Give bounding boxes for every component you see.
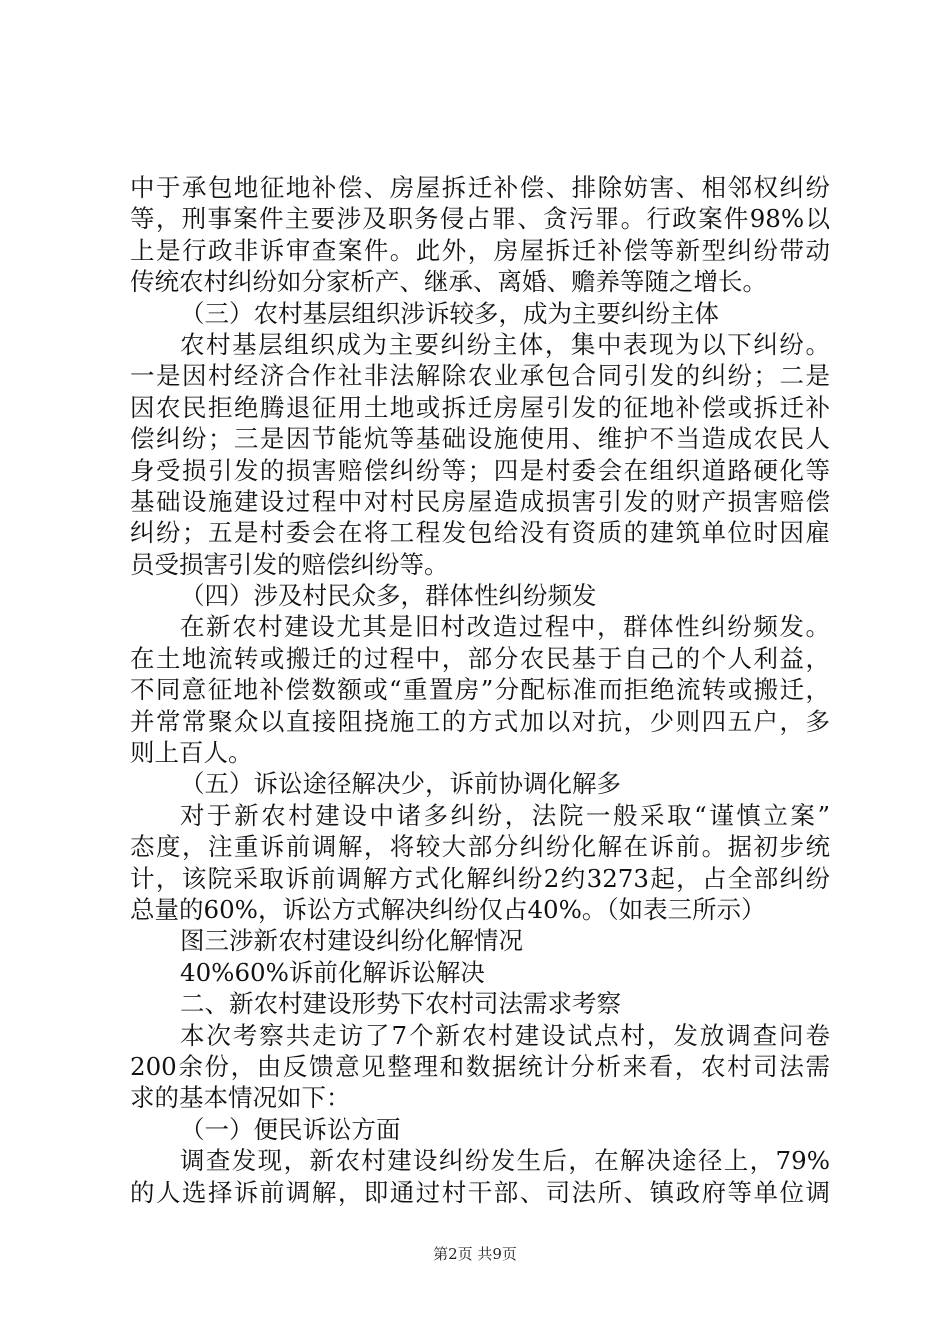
text-line-24: 总量的60%，诉讼方式解决纠纷仅占40%。（如表三所示） [130, 894, 766, 924]
text-line-21: 对于新农村建设中诸多纠纷，法院一般采取“谨慎立案” [180, 800, 830, 830]
text-line-15: 在新农村建设尤其是旧村改造过程中，群体性纠纷频发。 [180, 612, 830, 642]
text-line-23: 计，该院采取诉前调解方式化解纠纷2约3273起，占全部纠纷 [130, 863, 830, 893]
section-heading-4: （四）涉及村民众多，群体性纠纷频发 [180, 581, 597, 611]
text-line-16: 在土地流转或搬迁的过程中，部分农民基于自己的个人利益， [130, 643, 830, 673]
text-line-22: 态度，注重诉前调解，将较大部分纠纷化解在诉前。据初步统 [130, 832, 830, 862]
document-body [130, 172, 830, 1208]
text-line-28: 本次考察共走访了7个新农村建设试点村，发放调查问卷 [180, 1020, 830, 1050]
subsection-heading-1: （一）便民诉讼方面 [180, 1114, 401, 1144]
text-line-12: 纠纷；五是村委会在将工程发包给没有资质的建筑单位时因雇 [130, 518, 830, 548]
text-line-9: 偿纠纷；三是因节能炕等基础设施使用、维护不当造成农民人 [130, 424, 830, 454]
text-line-11: 基础设施建设过程中对村民房屋造成损害引发的财产损害赔偿 [130, 486, 830, 516]
chapter-heading-2: 二、新农村建设形势下农村司法需求考察 [180, 989, 621, 1019]
text-line-4: 传统农村纠纷如分家析产、继承、离婚、赡养等随之增长。 [130, 267, 767, 297]
text-line-29: 200余份，由反馈意见整理和数据统计分析来看，农村司法需 [130, 1051, 830, 1081]
text-line-1: 中于承包地征地补偿、房屋拆迁补偿、排除妨害、相邻权纠纷 [130, 173, 830, 202]
text-line-10: 身受损引发的损害赔偿纠纷等；四是村委会在组织道路硬化等 [130, 455, 830, 485]
text-line-2: 等，刑事案件主要涉及职务侵占罪、贪污罪。行政案件98%以 [130, 204, 830, 234]
section-heading-3: （三）农村基层组织涉诉较多，成为主要纠纷主体 [180, 298, 719, 328]
text-line-17: 不同意征地补偿数额或“重置房”分配标准而拒绝流转或搬迁， [130, 675, 830, 705]
text-line-30: 求的基本情况如下： [130, 1083, 351, 1113]
section-heading-5: （五）诉讼途径解决少，诉前协调化解多 [180, 769, 621, 799]
text-line-19: 则上百人。 [130, 738, 253, 768]
text-line-32: 调查发现，新农村建设纠纷发生后，在解决途径上，79% [180, 1146, 830, 1176]
text-line-33: 的人选择诉前调解，即通过村干部、司法所、镇政府等单位调 [130, 1177, 830, 1207]
text-line-6: 农村基层组织成为主要纠纷主体，集中表现为以下纠纷。 [180, 329, 830, 359]
text-line-13: 员受损害引发的赔偿纠纷等。 [130, 549, 449, 579]
figure-caption: 图三涉新农村建设纠纷化解情况 [180, 926, 523, 956]
figure-legend-text: 40%60%诉前化解诉讼解决 [180, 957, 485, 987]
text-line-7: 一是因村经济合作社非法解除农业承包合同引发的纠纷；二是 [130, 361, 830, 391]
text-line-3: 上是行政非诉审查案件。此外，房屋拆迁补偿等新型纠纷带动 [130, 235, 830, 265]
text-line-18: 并常常聚众以直接阻挠施工的方式加以对抗，少则四五户，多 [130, 706, 830, 736]
text-line-8: 因农民拒绝腾退征用土地或拆迁房屋引发的征地补偿或拆迁补 [130, 392, 830, 422]
page-footer: 第2页 共9页 [433, 1245, 517, 1263]
